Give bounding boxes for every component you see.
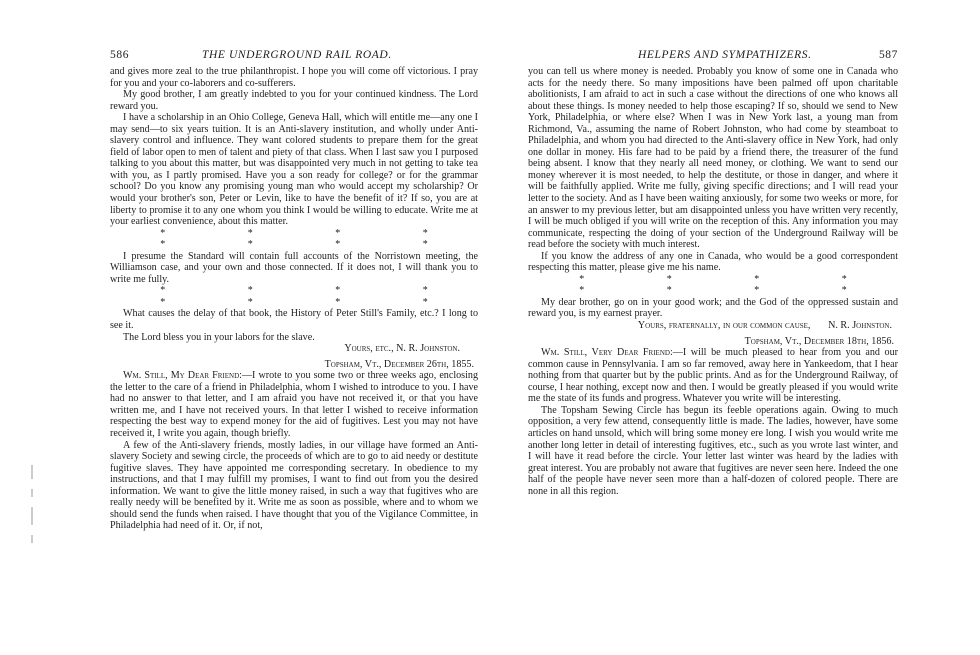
paragraph: The Topsham Sewing Circle has begun its feeble operations again. Owing to much opposition, a very few attend, consequently little is made. The ladies, however, have some articles on hand unsold, which will bring some money ere long. I wish you would write me another long letter in detail of interesting fugitives, etc., such as you wrote last winter, and I will have it read before the circle. Your letter last winter was heard by the ladies with great interest. You are probably not aware that fugitives are never seen here. Indeed the one half of the people have never seen more than a half-dozen of colored people. There are none in all this region. [528,404,898,497]
letter-signature [528,320,898,332]
signature-text: Yours, fraternally, in our common cause, N. R. Johnston. [637,320,892,332]
letter-salutation: Wm. Still, Very Dear Friend [541,347,670,359]
right-page-number: 587 [878,49,898,61]
section-break-stars: * * * * * * * * [160,285,468,308]
paragraph: I presume the Standard will contain full accounts of the Norristown meeting, the Williamson case, and your own and those connected. If it does not, I will thank you to write me fully. [110,250,478,285]
paragraph: and gives more zeal to the true philanthropist. I hope you will come off victorious. I pray for you and your co-laborers and co-sufferers. [110,66,478,89]
right-running-title: HELPERS AND SYMPATHIZERS. [638,49,812,61]
paragraph: A few of the Anti-slavery friends, mostly ladies, in our village have formed an Anti-slavery Society and sewing circle, the proceeds of which are to go to aid needy or destitute fugitive slaves. They have appointed me corresponding secretary. In obedience to my instructions, and that I may fulfill my promises, I want to find out from you the desired information. We want to give the little money raised, in such a way that fugitives who are really needy will be benefited by it. Write me as soon as possible, where and to whom we should send the funds when raised. I have thought that you of the Vigilance Committee, in Philadelphia had need of it. Or, if not, [110,439,478,532]
paragraph-text: :—I wrote to you some two or three weeks ago, enclosing the letter to the care of a friend in Philadelphia, whom I wished to introduce to you. I have had no answer to that letter, and I am afraid you have not received it, or that you have written me, and I have not received yours. In that letter I wished to receive information respecting the best way to expend money for the aid of fugitives. Lest you may not have received it, I write you again, though briefly. [110,370,478,439]
section-break-stars: * * * * * * * * [160,227,468,251]
right-page [490,0,980,655]
left-running-title: THE UNDERGROUND RAIL ROAD. [202,49,392,61]
left-page-header [110,47,478,63]
letter-salutation: Wm. Still, My Dear Friend [123,370,240,382]
paragraph-text: :—I will be much pleased to hear from you and our common cause in Pennsylvania. I am so far removed, away here in Yankeedom, that I hear nothing from that quarter but by the public prints. And as for the Underground Railway, of course, I hear nothing, except now and then. I would be greatly pleased if you would write me the state of its funds and progress. Whatever you write will be interesting. [528,347,898,405]
right-page-header [528,47,898,63]
dateline-text: Topsham, Vt., December 18th, 1856. [744,335,894,347]
paragraph: If you know the address of any one in Canada, who would be a good correspondent respecting this matter, please give me his name. [528,250,898,274]
gutter-scan-marks [30,465,34,555]
left-page-body [110,66,478,532]
paragraph: My good brother, I am greatly indebted to you for your continued kindness. The Lord reward you. [110,89,478,112]
right-page-body [528,66,898,497]
letter-opening-paragraph [110,370,478,439]
paragraph: My dear brother, go on in your good work; and the God of the oppressed sustain and reward you, is my earnest prayer. [528,296,898,320]
paragraph: I have a scholarship in an Ohio College, Geneva Hall, which will entitle me—any one I may send—to six years tuition. It is an Anti-slavery institution, and wholly under Anti-slavery control and influence. They want colored students to prepare them for the great field of labor open to men of talent and piety of that class. When I last saw you I purposed talking to you about this matter, but was disappointed very much in not getting to take tea with you, as I partly promised. Have you a son ready for college? or for the grammar school? Do you know any promising young man who would accept my scholarship? Or would your brother's son, Peter or Levin, like to have the benefit of it? If so, you are at liberty to promise it to any one whom you think I would be willing to educate. Write me at your earliest convenience, about this matter. [110,112,478,228]
section-break-stars: * * * * * * * * [579,273,887,297]
paragraph: you can tell us where money is needed. Probably you know of some one in Canada who acts for the needy there. So many impositions have been palmed off upon charitable abolitionists, I am afraid to act in such a case without the directions of one who knows all about these things. Is money needed to help those escaping? If so, should we send to New York, Philadelphia, or where else? When I was in New York last, a young man from Richmond, Va., assuming the name of Robert Johnston, who had come by steamboat to Philadelphia, and whom you had directed to the Anti-slavery office in New York, had only one dollar in money. His fare had to be paid by a friend there, the treasurer of the fund being absent. I know that they nearly all need money, or clothing. We want to send our money wherever it is most needed, to help the destitute, or those in danger, and where it will be faithfully applied. Write me fully, giving specific directions; and I will read your letter to the society. And as I have been waiting anxiously, for some two weeks or more, for an answer to my previous letter, but am disappointed unless you have written very recently, I will be much obliged if you will write on the reception of this. Any information you may communicate, respecting the doing of your section of the Underground Railway will be read before the society with much interest. [528,66,898,251]
dateline-text: Topsham, Vt., December 26th, 1855. [324,358,474,370]
left-page-number: 586 [110,49,130,61]
signature-text: Yours, etc., N. R. Johnston. [344,343,460,355]
letter-signature [110,343,478,355]
letter-dateline [110,359,478,371]
letter-opening-paragraph [528,347,898,405]
letter-dateline [528,336,898,348]
paragraph: What causes the delay of that book, the History of Peter Still's Family, etc.? I long to see it. [110,308,478,332]
paragraph: The Lord bless you in your labors for the slave. [123,331,315,343]
